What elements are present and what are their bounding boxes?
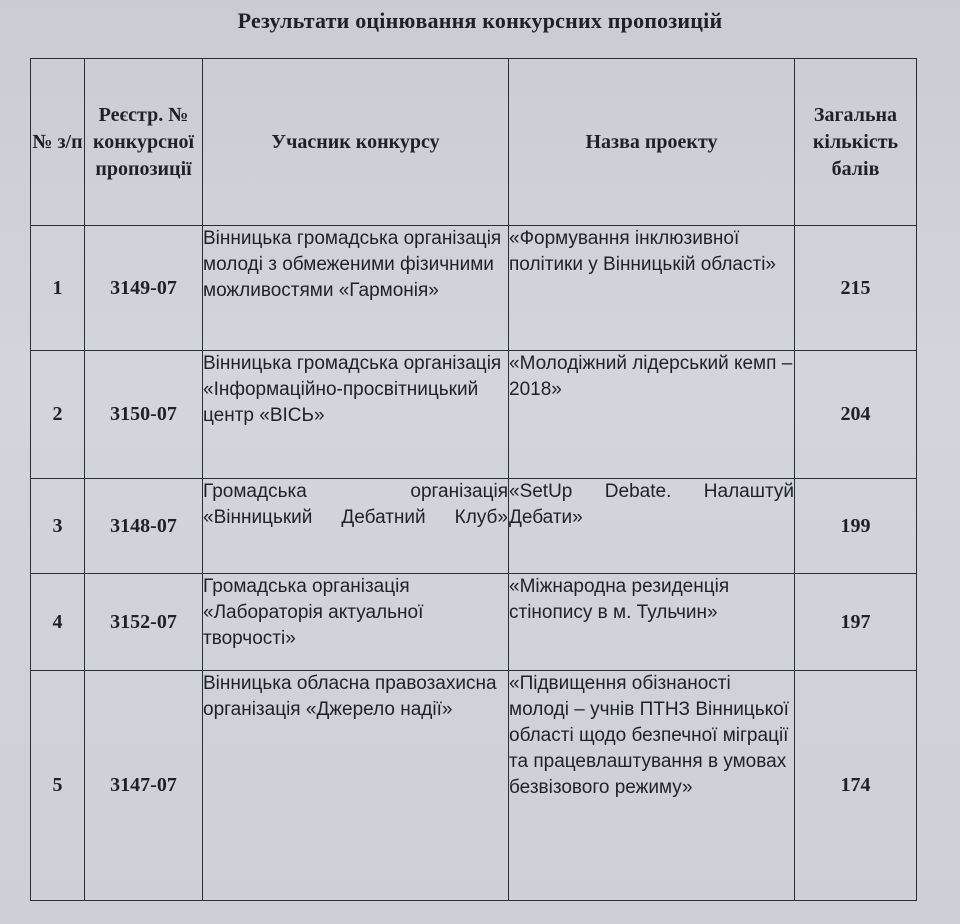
results-table [30, 58, 917, 901]
row-participant: Вінницька обласна правозахисна організація «Джерело надії» [203, 671, 509, 901]
row-num: 4 [31, 574, 85, 671]
row-score: 197 [795, 574, 917, 671]
row-num: 1 [31, 226, 85, 351]
header-participant: Учасник конкурсу [203, 59, 509, 226]
row-num: 2 [31, 351, 85, 479]
row-reg: 3148-07 [85, 479, 203, 574]
row-reg: 3150-07 [85, 351, 203, 479]
row-project: «Міжнародна резиденція стінопису в м. Тульчин» [509, 574, 795, 671]
table-row [31, 574, 917, 671]
row-project: «SetUp Debate. Налаштуй Дебати» [509, 479, 795, 574]
row-project: «Підвищення обізнаності молоді – учнів ПТНЗ Вінницької області щодо безпечної міграції та працевлаштування в умовах безвізового режиму» [509, 671, 795, 901]
row-project: «Формування інклюзивної політики у Вінницькій області» [509, 226, 795, 351]
table-row [31, 479, 917, 574]
header-project: Назва проекту [509, 59, 795, 226]
header-row [31, 59, 917, 226]
header-score: Загальна кількість балів [795, 59, 917, 226]
row-reg: 3152-07 [85, 574, 203, 671]
row-participant: Вінницька громадська організація «Інформаційно-просвітницький центр «ВІСЬ» [203, 351, 509, 479]
table-row [31, 671, 917, 901]
row-score: 174 [795, 671, 917, 901]
row-score: 199 [795, 479, 917, 574]
row-reg: 3149-07 [85, 226, 203, 351]
table-row [31, 351, 917, 479]
row-score: 215 [795, 226, 917, 351]
header-num: № з/п [31, 59, 85, 226]
row-project: «Молодіжний лідерський кемп – 2018» [509, 351, 795, 479]
row-participant: Громадська організація «Лабораторія актуальної творчості» [203, 574, 509, 671]
row-reg: 3147-07 [85, 671, 203, 901]
header-reg: Реєстр. № конкурсної пропозиції [85, 59, 203, 226]
page-title: Результати оцінювання конкурсних пропозицій [237, 8, 723, 33]
row-score: 204 [795, 351, 917, 479]
row-num: 5 [31, 671, 85, 901]
row-participant: Вінницька громадська організація молоді з обмеженими фізичними можливостями «Гармонія» [203, 226, 509, 351]
row-participant: Громадська організація «Вінницький Дебатний Клуб» [203, 479, 509, 574]
table-row [31, 226, 917, 351]
row-num: 3 [31, 479, 85, 574]
